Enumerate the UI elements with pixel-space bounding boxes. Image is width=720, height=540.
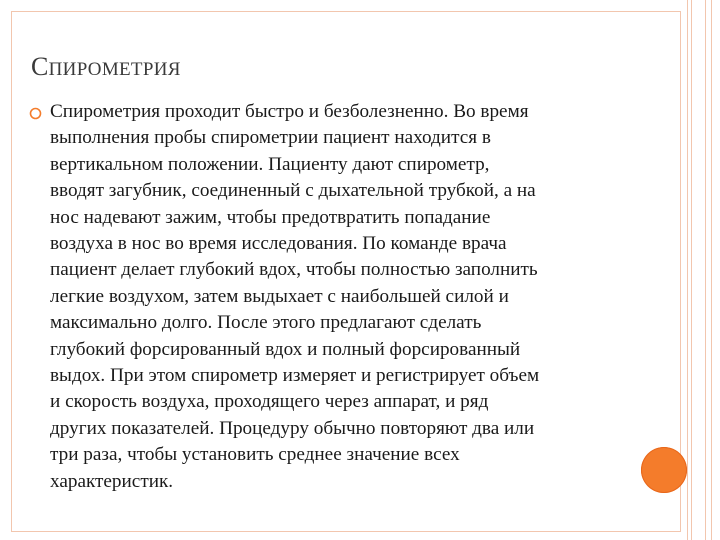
- body-line: воздуха в нос во время исследования. По команде врача: [50, 233, 507, 255]
- body-line: глубокий форсированный вдох и полный форсированный: [50, 338, 521, 360]
- body-line: Спирометрия проходит быстро и безболезненно. Во время: [50, 101, 529, 122]
- body-line: пациент делает глубокий вдох, чтобы полностью заполнить: [50, 259, 538, 281]
- band-line: [711, 0, 712, 540]
- band-line: [687, 0, 688, 540]
- orange-circle-decoration: [641, 447, 687, 493]
- body-line: нос надевают зажим, чтобы предотвратить попадание: [50, 206, 491, 228]
- band-line: [691, 0, 692, 540]
- body-line: характеристик.: [50, 470, 174, 492]
- body-line: и скорость воздуха, проходящего через аппарат, и ряд: [50, 391, 489, 413]
- slide-title-first-letter: С: [31, 52, 49, 81]
- slide-title-rest: ПИРОМЕТРИЯ: [48, 59, 181, 80]
- body-paragraph: [50, 99, 625, 495]
- body-line: легкие воздухом, затем выдыхает с наибольшей силой и: [50, 285, 509, 307]
- body-line: других показателей. Процедуру обычно повторяют два или: [50, 417, 535, 439]
- band-line: [705, 0, 706, 540]
- body-line: вертикальном положении. Пациенту дают спирометр,: [50, 153, 490, 175]
- body-line: вводят загубник, соединенный с дыхательной трубкой, а на: [50, 180, 536, 202]
- body-line: максимально долго. После этого предлагают сделать: [50, 312, 482, 334]
- slide-title: [31, 52, 181, 82]
- circle-bullet-icon: [29, 107, 42, 120]
- body-line: выполнения пробы спирометрии пациент находится в: [50, 127, 491, 149]
- body-line: выдох. При этом спирометр измеряет и регистрирует объем: [50, 365, 540, 387]
- body-line: три раза, чтобы установить среднее значение всех: [50, 444, 460, 466]
